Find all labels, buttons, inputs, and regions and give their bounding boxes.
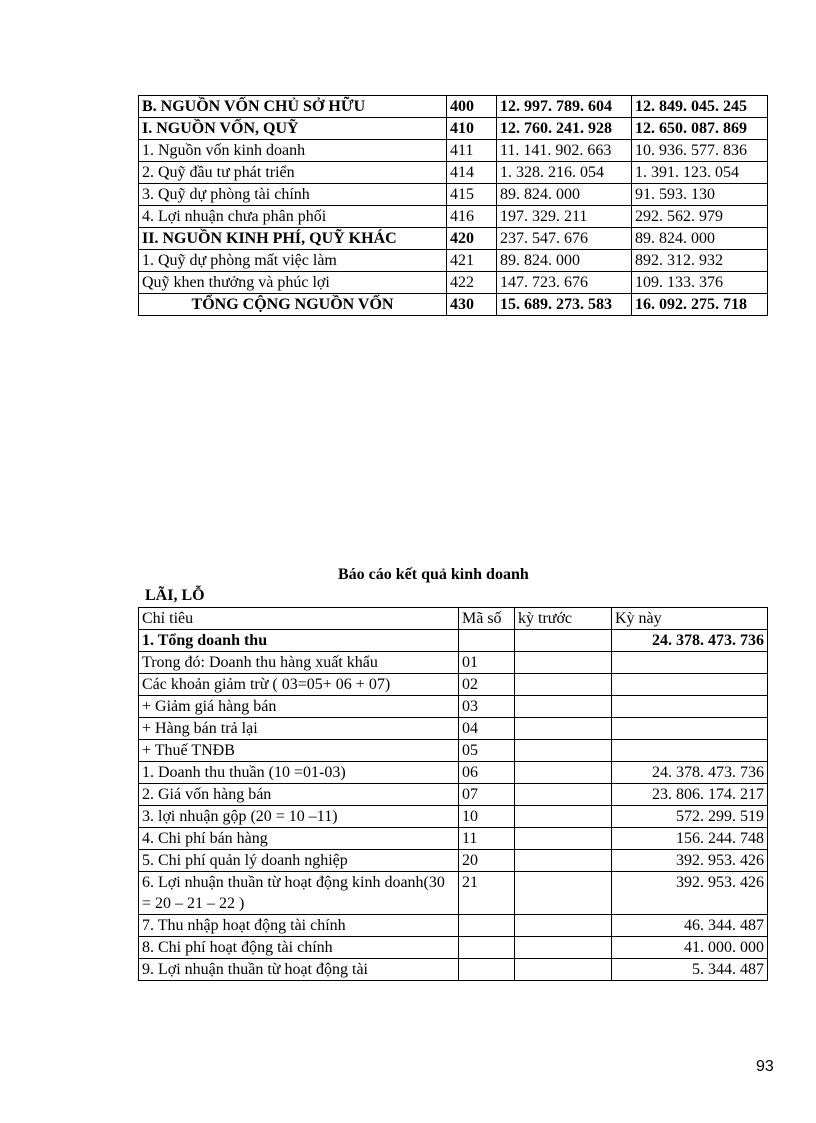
row-code: 11 [459,828,515,850]
row-label: 4. Lợi nhuận chưa phân phối [139,206,447,228]
table-row [139,674,768,696]
row-code: 411 [447,140,497,162]
row-code: 415 [447,184,497,206]
row-label: 2. Quỹ đầu tư phát triển [139,162,447,184]
row-curr: 392. 953. 426 [612,850,768,872]
row-label: 2. Giá vốn hàng bán [139,784,459,806]
row-label: I. NGUỒN VỐN, QUỸ [139,118,447,140]
row-code [459,937,515,959]
row-code [459,959,515,981]
row-label: 9. Lợi nhuận thuần từ hoạt động tài [139,959,459,981]
row-prev [515,806,612,828]
row-label: 1. Quỹ dự phòng mất việc làm [139,250,447,272]
row-code: 01 [459,652,515,674]
row-label: 5. Chi phí quản lý doanh nghiệp [139,850,459,872]
row-label: 3. Quỹ dự phòng tài chính [139,184,447,206]
row-curr: 572. 299. 519 [612,806,768,828]
table-row [139,806,768,828]
row-value-start: 237. 547. 676 [497,228,632,250]
row-value-start: 11. 141. 902. 663 [497,140,632,162]
row-value-start: 15. 689. 273. 583 [497,294,632,316]
row-label: 1. Nguồn vốn kinh doanh [139,140,447,162]
table-row [139,118,768,140]
table-row [139,206,768,228]
table-row [139,184,768,206]
row-prev [515,915,612,937]
header-curr: Kỳ này [612,608,768,630]
table-header-row [139,608,768,630]
row-value-end: 10. 936. 577. 836 [632,140,768,162]
row-curr: 46. 344. 487 [612,915,768,937]
row-label: 1. Doanh thu thuần (10 =01-03) [139,762,459,784]
row-label: B. NGUỒN VỐN CHỦ SỞ HỮU [139,96,447,118]
row-label: TỔNG CỘNG NGUỒN VỐN [139,294,447,316]
row-value-start: 147. 723. 676 [497,272,632,294]
balance-sheet-table [138,95,768,316]
table-row [139,959,768,981]
table-row [139,652,768,674]
row-code [459,915,515,937]
row-code [459,630,515,652]
row-value-start: 12. 997. 789. 604 [497,96,632,118]
report-subtitle: LÃI, LỖ [145,587,205,604]
row-prev [515,762,612,784]
row-prev [515,674,612,696]
header-code: Mã số [459,608,515,630]
header-indicator: Chỉ tiêu [139,608,459,630]
row-prev [515,740,612,762]
table-row [139,828,768,850]
row-curr: 156. 244. 748 [612,828,768,850]
row-value-start: 89. 824. 000 [497,184,632,206]
row-curr [612,718,768,740]
row-prev [515,630,612,652]
row-label: Trong đó: Doanh thu hàng xuất khẩu [139,652,459,674]
table-row [139,915,768,937]
row-prev [515,696,612,718]
row-curr [612,740,768,762]
table-row [139,96,768,118]
row-code: 10 [459,806,515,828]
table-row [139,272,768,294]
row-curr: 23. 806. 174. 217 [612,784,768,806]
row-value-end: 16. 092. 275. 718 [632,294,768,316]
row-code: 414 [447,162,497,184]
row-value-start: 1. 328. 216. 054 [497,162,632,184]
row-code: 02 [459,674,515,696]
report-title: Báo cáo kết quả kinh doanh [338,566,529,583]
row-code: 03 [459,696,515,718]
row-value-end: 292. 562. 979 [632,206,768,228]
row-curr: 24. 378. 473. 736 [612,630,768,652]
row-code: 421 [447,250,497,272]
page-number: 93 [756,1058,774,1075]
row-value-end: 1. 391. 123. 054 [632,162,768,184]
row-code: 416 [447,206,497,228]
row-code: 04 [459,718,515,740]
row-value-end: 91. 593. 130 [632,184,768,206]
row-curr: 392. 953. 426 [612,872,768,915]
row-label: 6. Lợi nhuận thuần từ hoạt động kinh doanh(30 = 20 – 21 – 22 ) [139,872,459,915]
row-value-end: 109. 133. 376 [632,272,768,294]
row-code: 410 [447,118,497,140]
row-label: Quỹ khen thưởng và phúc lợi [139,272,447,294]
header-prev: kỳ trước [515,608,612,630]
row-code: 06 [459,762,515,784]
row-code: 07 [459,784,515,806]
row-label: 4. Chi phí bán hàng [139,828,459,850]
row-code: 21 [459,872,515,915]
row-curr: 5. 344. 487 [612,959,768,981]
row-prev [515,784,612,806]
table-row [139,140,768,162]
table-row [139,630,768,652]
table-row [139,872,768,915]
row-code: 05 [459,740,515,762]
row-label: 3. lợi nhuận gộp (20 = 10 –11) [139,806,459,828]
row-code: 430 [447,294,497,316]
row-prev [515,937,612,959]
row-prev [515,718,612,740]
row-value-start: 197. 329. 211 [497,206,632,228]
row-code: 420 [447,228,497,250]
table-row [139,696,768,718]
income-statement-table [138,607,768,981]
table-row [139,718,768,740]
row-value-end: 892. 312. 932 [632,250,768,272]
row-label: + Hàng bán trả lại [139,718,459,740]
table-row [139,740,768,762]
row-code: 422 [447,272,497,294]
row-label: II. NGUỒN KINH PHÍ, QUỸ KHÁC [139,228,447,250]
row-prev [515,652,612,674]
row-curr: 41. 000. 000 [612,937,768,959]
row-value-end: 12. 650. 087. 869 [632,118,768,140]
row-label: + Giảm giá hàng bán [139,696,459,718]
row-curr [612,696,768,718]
row-label: 1. Tổng doanh thu [139,630,459,652]
row-curr [612,674,768,696]
row-label: + Thuế TNĐB [139,740,459,762]
table-row [139,784,768,806]
row-label: 8. Chi phí hoạt động tài chính [139,937,459,959]
row-prev [515,828,612,850]
table-row [139,294,768,316]
table-row [139,162,768,184]
row-prev [515,872,612,915]
row-label: 7. Thu nhập hoạt động tài chính [139,915,459,937]
row-curr: 24. 378. 473. 736 [612,762,768,784]
row-label: Các khoản giảm trừ ( 03=05+ 06 + 07) [139,674,459,696]
row-code: 20 [459,850,515,872]
row-value-start: 89. 824. 000 [497,250,632,272]
row-value-end: 89. 824. 000 [632,228,768,250]
row-code: 400 [447,96,497,118]
table-row [139,762,768,784]
table-row [139,228,768,250]
row-prev [515,959,612,981]
row-curr [612,652,768,674]
table-row [139,250,768,272]
row-prev [515,850,612,872]
row-value-end: 12. 849. 045. 245 [632,96,768,118]
table-row [139,850,768,872]
table-row [139,937,768,959]
row-value-start: 12. 760. 241. 928 [497,118,632,140]
